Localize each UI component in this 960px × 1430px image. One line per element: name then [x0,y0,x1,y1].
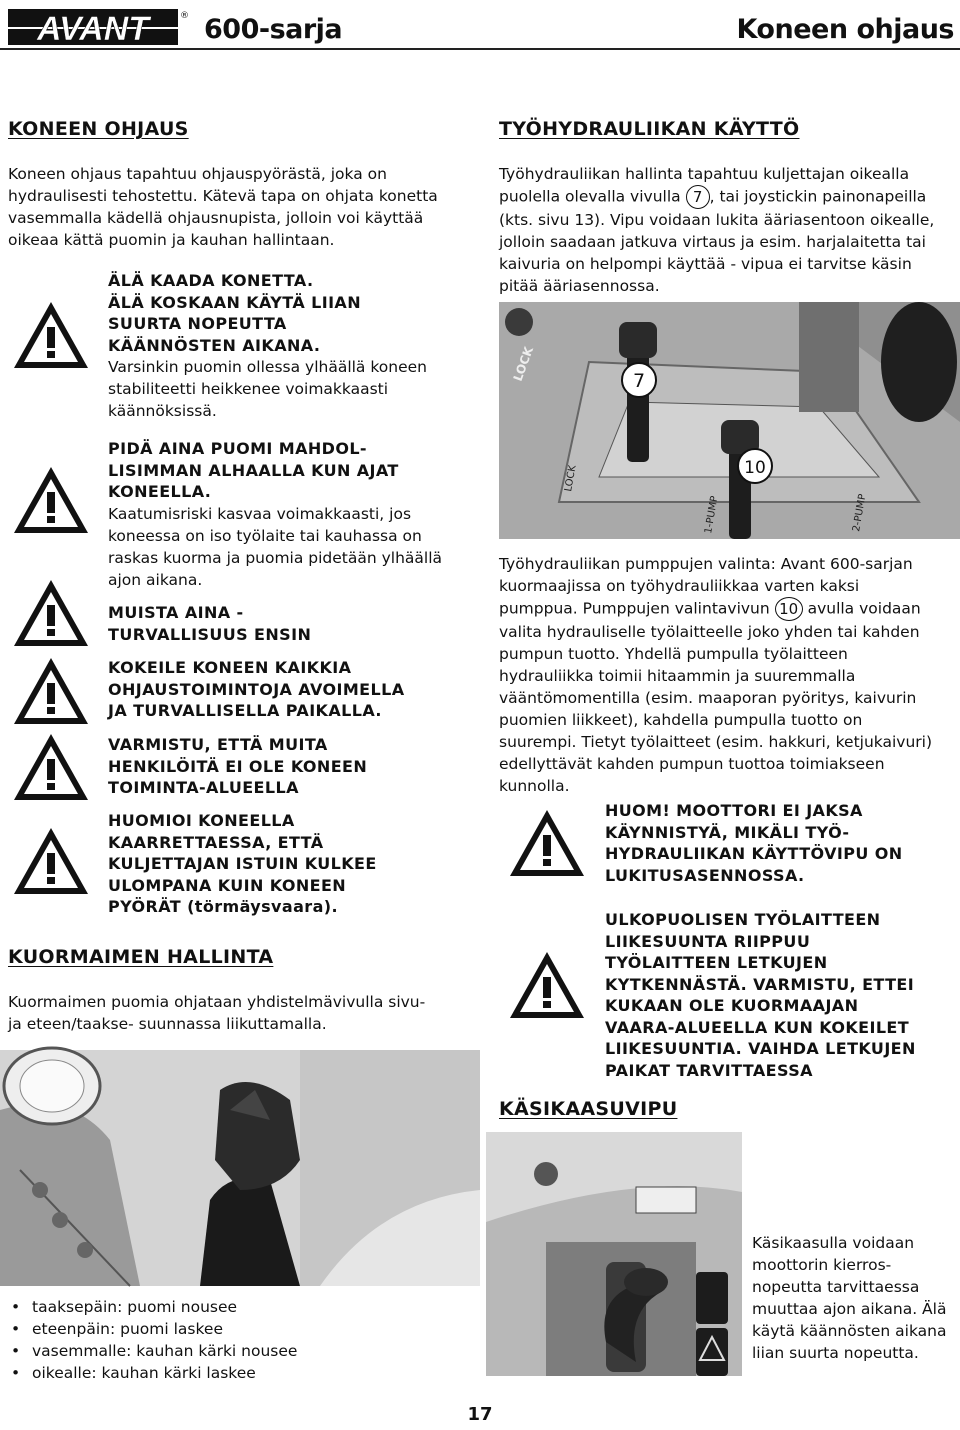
warning-triangle-icon [12,578,90,648]
warning-hose-direction: ULKOPUOLISEN TYÖLAITTEEN LIIKESUUNTA RIIPPUU TYÖLAITTEEN LETKUJEN KYTKENNÄSTÄ. VARMISTU, ETTEI KUKAAN OLE KUORMAAJAN VAARA-ALUEELLA KUN KOKEILET LIIKESUUNTIA. VAIHDA LETKUJEN PAIKAT TARVITTAESSA [605,910,916,1080]
page-number: 17 [467,1404,493,1425]
warning-tipover: ÄLÄ KAADA KONETTA. ÄLÄ KOSKAAN KÄYTÄ LIIAN SUURTA NOPEUTTA KÄÄNNÖSTEN AIKANA. Varsinkin puomin ollessa ylhäällä koneen stabiliteetti heikkenee voimakkaasti käännöksissä. [108,271,427,420]
warning-triangle-icon [12,826,90,896]
svg-text:1-PUMP: 1-PUMP [703,495,721,535]
warning-triangle-icon [12,656,90,726]
loader-paragraph: Kuormaimen puomia ohjataan yhdistelmävivulla sivu- ja eteen/taakse- suunnassa liikuttamalla. [8,993,426,1033]
hydraulics-paragraph: Työhydrauliikan hallinta tapahtuu kuljettajan oikealla puolella olevalla vivulla 7 , tai joystickin painonapeilla (kts. sivu 13). Vipu voidaan lukita ääriasentoon oikealle, jolloin saadaan jatkuva virtaus ja esim. harjalaitetta tai kaivuria on helpompi käyttää - vipua ei tarvitse käsin pitää ääriasennossa. [499,165,935,295]
warning-boom-low: PIDÄ AINA PUOMI MAHDOL- LISIMMAN ALHAALLA KUN AJAT KONEELLA. Kaatumisriski kasvaa voimakkaasti, jos koneessa on iso työlaite tai kauhassa on raskas kuorma ja puomia pidetään ylhäällä ajon aikana. [108,439,443,589]
series-title: 600-sarja [204,14,343,45]
callout-10-label: 10 [744,458,766,478]
svg-text:LOCK: LOCK [563,464,579,493]
warning-triangle-icon [12,300,90,370]
warning-no-persons: VARMISTU, ETTÄ MUITA HENKILÖITÄ EI OLE KONEEN TOIMINTA-ALUEELLA [108,735,368,797]
joystick-direction-list [8,1296,297,1384]
warning-triangle-icon [508,808,586,878]
warning-test-controls: KOKEILE KONEEN KAIKKIA OHJAUSTOIMINTOJA AVOIMELLA JA TURVALLISELLA PAIKALLA. [108,658,405,720]
svg-text:®: ® [180,11,189,21]
heading-koneen-ohjaus: KONEEN OHJAUS [8,118,189,140]
list-item: • oikealle: kauhan kärki laskee [8,1362,297,1384]
list-item: • eteenpäin: puomi laskee [8,1318,297,1340]
throttle-paragraph: Käsikaasulla voidaan moottorin kierros- nopeutta tarvittaessa muuttaa ajon aikana. Älä käytä käännösten aikana liian suurta nopeutta. [752,1234,947,1362]
pump-selection-paragraph: Työhydrauliikan pumppujen valinta: Avant 600-sarjan kuormaajissa on työhydrauliikkaa varten kaksi pumppua. Pumppujen valintavivun 10 avulla voidaan valita hydrauliselle työlaitteelle joko yhden tai kahden pumpun tuotto. Yhdellä pumpulla työlaitteen hydrauliikka toimii hitaammin ja suuremmalla vääntömomentilla (esim. maaporan pyöritys, kaivurin puomien liikkeet), kahdella pumpulla tuotto on suurempi. Tietyt työlaitteet (esim. hakkuri, ketjukaivuri) edellyttävät kahden pumpun tuottoa toimiakseen kunnolla. [499,555,933,795]
warning-triangle-icon [12,732,90,802]
heading-kasikaasuvipu: KÄSIKAASUVIPU [499,1098,678,1120]
list-item: • vasemmalle: kauhan kärki nousee [8,1340,297,1362]
svg-text:2-PUMP: 2-PUMP [851,493,869,533]
heading-kuormaimen-hallinta: KUORMAIMEN HALLINTA [8,946,274,968]
callout-10-badge: 10 [775,597,803,621]
svg-text:AVANT: AVANT [36,10,150,48]
warning-seat-swing: HUOMIOI KONEELLA KAARRETTAESSA, ETTÄ KULJETTAJAN ISTUIN KULKEE ULOMPANA KUIN KONEEN PYÖRÄT (törmäysvaara). [108,811,377,916]
intro-paragraph: Koneen ohjaus tapahtuu ohjauspyörästä, joka on hydraulisesti tehostettu. Kätevä tapa on ohjata konetta vasemmalla kädellä ohjausnupista, jolloin voi käyttää oikeaa kättä puomin ja kauhan hallintaan. [8,165,438,249]
joystick-photo [0,1050,480,1286]
svg-text:LOCK: LOCK [510,344,536,384]
warning-triangle-icon [508,950,586,1020]
warning-engine-start: HUOM! MOOTTORI EI JAKSA KÄYNNISTYÄ, MIKÄLI TYÖ- HYDRAULIIKAN KÄYTTÖVIPU ON LUKITUSASENNOSSA. [605,801,903,885]
hydraulic-lever-photo [499,302,960,539]
section-title: Koneen ohjaus [736,14,954,45]
hand-throttle-photo [486,1132,742,1376]
callout-7-label: 7 [632,370,646,392]
warning-safety-first: MUISTA AINA - TURVALLISUUS ENSIN [108,603,312,644]
list-item: • taaksepäin: puomi nousee [8,1296,297,1318]
callout-7-badge: 7 [686,185,710,209]
avant-logo [8,6,189,48]
heading-tyohydrauliikan-kaytto: TYÖHYDRAULIIKAN KÄYTTÖ [499,118,800,140]
header-divider [0,48,960,50]
warning-triangle-icon [12,465,90,535]
